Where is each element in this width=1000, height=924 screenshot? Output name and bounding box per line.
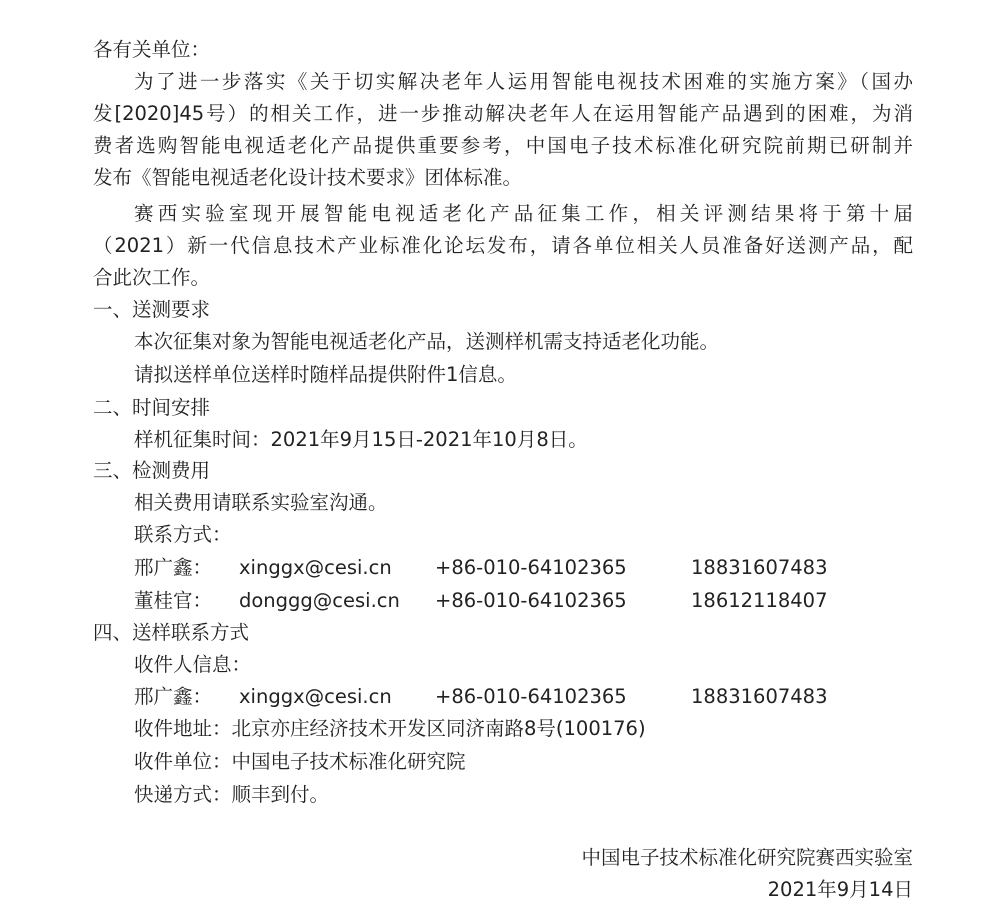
contact-email: xinggx@cesi.cn [239,556,392,579]
section4-heading: 四、送样联系方式 [93,621,250,644]
intro-p2-line-1: 赛西实验室现开展智能电视适老化产品征集工作，相关评测结果将于第十届 [134,202,913,225]
contact-row [134,552,894,584]
contact-mobile: 18612118407 [691,589,828,612]
intro-p1-line-3: 费者选购智能电视适老化产品提供重要参考，中国电子技术标准化研究院前期已研制并 [93,134,913,157]
signature-org: 中国电子技术标准化研究院赛西实验室 [581,846,913,869]
intro-p1-line-4: 发布《智能电视适老化设计技术要求》团体标准。 [93,166,523,189]
contact-mobile: 18831607483 [691,556,828,579]
contact-name: 董桂官： [134,589,213,612]
intro-p1-line-2: 发[2020]45号）的相关工作，进一步推动解决老年人在运用智能产品遇到的困难，为消 [93,102,913,125]
section2-heading: 二、时间安排 [93,396,211,419]
contact-row [134,585,894,617]
recipient-phone: +86-010-64102365 [435,685,627,708]
courier-method: 快递方式：顺丰到付。 [134,783,330,806]
contact-phone: +86-010-64102365 [435,556,627,579]
intro-p2-line-2: （2021）新一代信息技术产业标准化论坛发布，请各单位相关人员准备好送测产品，配 [93,234,913,257]
contact-label: 联系方式： [134,523,232,546]
contact-phone: +86-010-64102365 [435,589,627,612]
contact-name: 邢广鑫： [134,556,213,579]
section3-heading: 三、检测费用 [93,459,211,482]
section1-line-2: 请拟送样单位送样时随样品提供附件1信息。 [134,363,517,386]
recipient-address: 收件地址：北京亦庄经济技术开发区同济南路8号(100176) [134,717,646,740]
contact-email: donggg@cesi.cn [239,589,400,612]
section1-heading: 一、送测要求 [93,298,211,321]
recipient-name: 邢广鑫： [134,685,213,708]
intro-p2-line-3: 合此次工作。 [93,266,211,289]
recipient-mobile: 18831607483 [691,685,828,708]
section1-line-1: 本次征集对象为智能电视适老化产品，送测样机需支持适老化功能。 [134,330,720,353]
recipient-row [134,681,894,713]
section2-line-1: 样机征集时间：2021年9月15日-2021年10月8日。 [134,428,588,451]
salutation: 各有关单位： [93,38,211,61]
signature-date: 2021年9月14日 [767,878,913,901]
recipient-unit: 收件单位：中国电子技术标准化研究院 [134,750,466,773]
section3-line-1: 相关费用请联系实验室沟通。 [134,491,388,514]
intro-p1-line-1: 为了进一步落实《关于切实解决老年人运用智能电视技术困难的实施方案》（国办 [134,70,913,93]
recipient-label: 收件人信息： [134,653,252,676]
recipient-email: xinggx@cesi.cn [239,685,392,708]
